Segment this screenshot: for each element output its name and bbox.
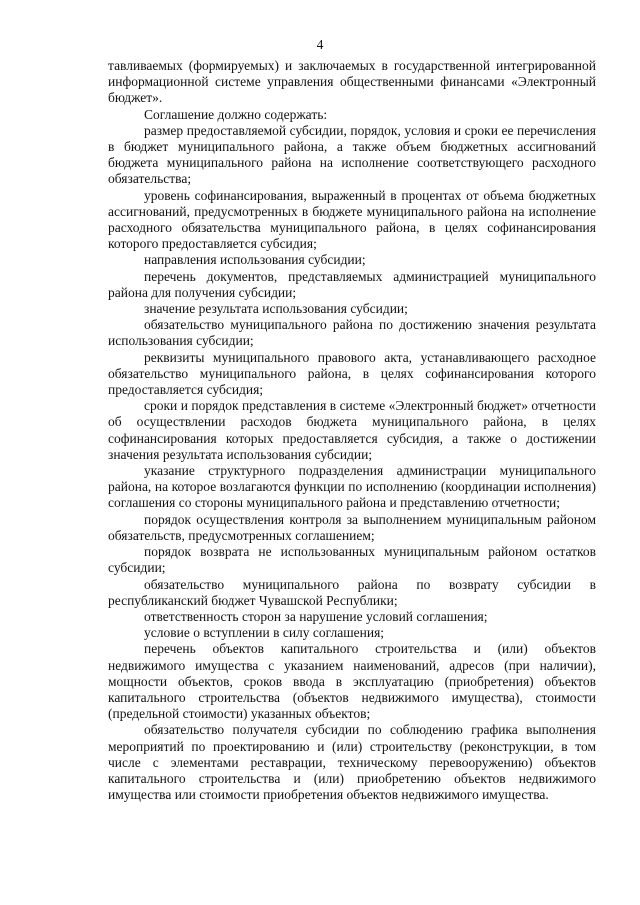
list-item-usage-directions: направления использования субсидии; (144, 252, 366, 268)
list-item-schedule-obligation: обязательство получателя субсидии по соблюдению графика выполнения мероприятий по проектированию и (или) строительству (реконструкции, в том числе с элементами реставрации, техническому перевооружению) объектов капитального строительства и (или) приобретению объектов недвижимого имущества или стоимости приобретения объектов недвижимого имущества. (108, 722, 596, 803)
list-item-documents: перечень документов, представляемых администрацией муниципального района для получения субсидии; (108, 268, 596, 300)
list-item-return-remainder: порядок возврата не использованных муниципальным районом остатков субсидии; (108, 544, 596, 576)
page-number: 4 (316, 37, 324, 52)
list-item-liability: ответственность сторон за нарушение условий соглашения; (144, 608, 488, 624)
list-item-responsible-unit: указание структурного подразделения администрации муниципального района, на которое возлагаются функции по исполнению (координации исполнения) соглашения со стороны муниципального района и представлению отчетности; (108, 463, 596, 511)
list-item-result-value: значение результата использования субсидии; (144, 301, 408, 317)
list-item-cofinancing-level: уровень софинансирования, выраженный в процентах от объема бюджетных ассигнований, предусмотренных в бюджете муниципального района на исполнение расходного обязательства муниципального района, в целях софинансирования которого предоставляется субсидия; (108, 187, 596, 252)
list-item-subsidy-amount: размер предоставляемой субсидии, порядок, условия и сроки ее перечисления в бюджет муниципального района, а также объем бюджетных ассигнований бюджета муниципального района на исполнение соответствующего расходного обязательства; (108, 122, 596, 187)
list-item-result-obligation: обязательство муниципального района по достижению значения результата использования субсидии; (108, 317, 596, 349)
list-item-control: порядок осуществления контроля за выполнением муниципальным районом обязательств, предусмотренных соглашением; (108, 511, 596, 543)
paragraph-agreement-intro: Соглашение должно содержать: (144, 106, 328, 122)
paragraph-continuation: тавливаемых (формируемых) и заключаемых в государственной интегрированной информационной системе управления общественными финансами «Электронный бюджет». (108, 58, 596, 106)
list-item-legal-act: реквизиты муниципального правового акта, устанавливающего расходное обязательство муниципального района, в целях софинансирования которого предоставляется субсидия; (108, 349, 596, 398)
document-body (108, 58, 596, 803)
list-item-reporting: сроки и порядок представления в системе «Электронный бюджет» отчетности об осуществлении расходов бюджета муниципального района, в целях софинансирования которых предоставляется субсидия, а также о достижении значения результата использования субсидии; (108, 398, 596, 462)
list-item-entry-into-force: условие о вступлении в силу соглашения; (144, 625, 385, 641)
list-item-objects-list: перечень объектов капитального строительства и (или) объектов недвижимого имущества с указанием наименований, адресов (при наличии), мощности объектов, сроков ввода в эксплуатацию (приобретения) объектов капитального строительства (объектов недвижимого имущества), стоимости (предельной стоимости) указанных объектов; (108, 641, 596, 722)
list-item-return-obligation: обязательство муниципального района по возврату субсидии в республиканский бюджет Чувашской Республики; (108, 576, 596, 608)
